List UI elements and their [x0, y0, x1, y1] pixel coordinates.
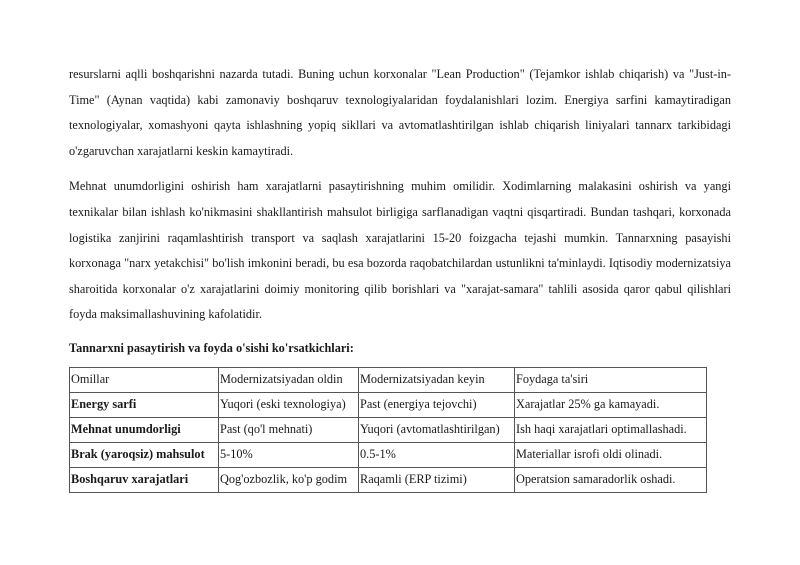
header-profit-effect: Foydaga ta'siri	[515, 367, 707, 392]
paragraph-labor-productivity: Mehnat unumdorligini oshirish ham xarajatlarni pasaytirishning muhim omilidir. Xodimlarning malakasini oshirish va yangi texnikalar bilan ishlash ko'nikmasini shakllantirish mahsulot birligiga sarflanadigan vaqtni qisqartiradi. Bundan tashqari, korxonada logistika zanjirini raqamlashtirish transport va saqlash xarajatlarini 15-20 foizgacha tejashi mumkin. Tannarxning pasayishi korxonaga "narx yetakchisi" bo'lish imkonini beradi, bu esa bozorda raqobatchilardan ustunlikni ta'minlaydi. Iqtisodiy modernizatsiya sharoitida korxonalar o'z xarajatlarini doimiy monitoring qilib borishlari va "xarajat-samara" tahlili asosida qaror qabul qilishlari foyda maksimallashuvining kafolatidir.	[69, 179, 731, 322]
effect-cell: Materiallar isrofi oldi olinadi.	[515, 442, 707, 467]
header-after: Modernizatsiyadan keyin	[359, 367, 515, 392]
after-cell: 0.5-1%	[359, 442, 515, 467]
factor-cell: Brak (yaroqsiz) mahsulot	[70, 442, 219, 467]
factor-cell: Boshqaruv xarajatlari	[70, 467, 219, 492]
effect-cell: Ish haqi xarajatlari optimallashadi.	[515, 417, 707, 442]
indicators-table	[69, 367, 707, 493]
table-row	[70, 467, 707, 492]
table-title: Tannarxni pasaytirish va foyda o'sishi ko'rsatkichlari:	[69, 340, 354, 355]
effect-cell: Operatsion samaradorlik oshadi.	[515, 467, 707, 492]
before-cell: Yuqori (eski texnologiya)	[219, 392, 359, 417]
table-row	[70, 417, 707, 442]
before-cell: 5-10%	[219, 442, 359, 467]
before-cell: Past (qo'l mehnati)	[219, 417, 359, 442]
after-cell: Yuqori (avtomatlashtirilgan)	[359, 417, 515, 442]
factor-cell: Energy sarfi	[70, 392, 219, 417]
document-page	[69, 62, 731, 493]
table-row	[70, 392, 707, 417]
paragraph-resources: resurslarni aqlli boshqarishni nazarda tutadi. Buning uchun korxonalar "Lean Production" (Tejamkor ishlab chiqarish) va "Just-in-Time" (Aynan vaqtida) kabi zamonaviy boshqaruv texnologiyalaridan foydalanishlari lozim. Energiya sarfini kamaytiradigan texnologiyalar, xomashyoni qayta ishlashning yopiq sikllari va avtomatlashtirilgan ishlab chiqarish liniyalari tannarx tarkibidagi o'zgaruvchan xarajatlarni keskin kamaytiradi.	[69, 67, 731, 158]
after-cell: Past (energiya tejovchi)	[359, 392, 515, 417]
factor-cell: Mehnat unumdorligi	[70, 417, 219, 442]
before-cell: Qog'ozbozlik, ko'p godim	[219, 467, 359, 492]
header-factors: Omillar	[70, 367, 219, 392]
after-cell: Raqamli (ERP tizimi)	[359, 467, 515, 492]
table-row	[70, 442, 707, 467]
header-before: Modernizatsiyadan oldin	[219, 367, 359, 392]
table-header-row	[70, 367, 707, 392]
effect-cell: Xarajatlar 25% ga kamayadi.	[515, 392, 707, 417]
